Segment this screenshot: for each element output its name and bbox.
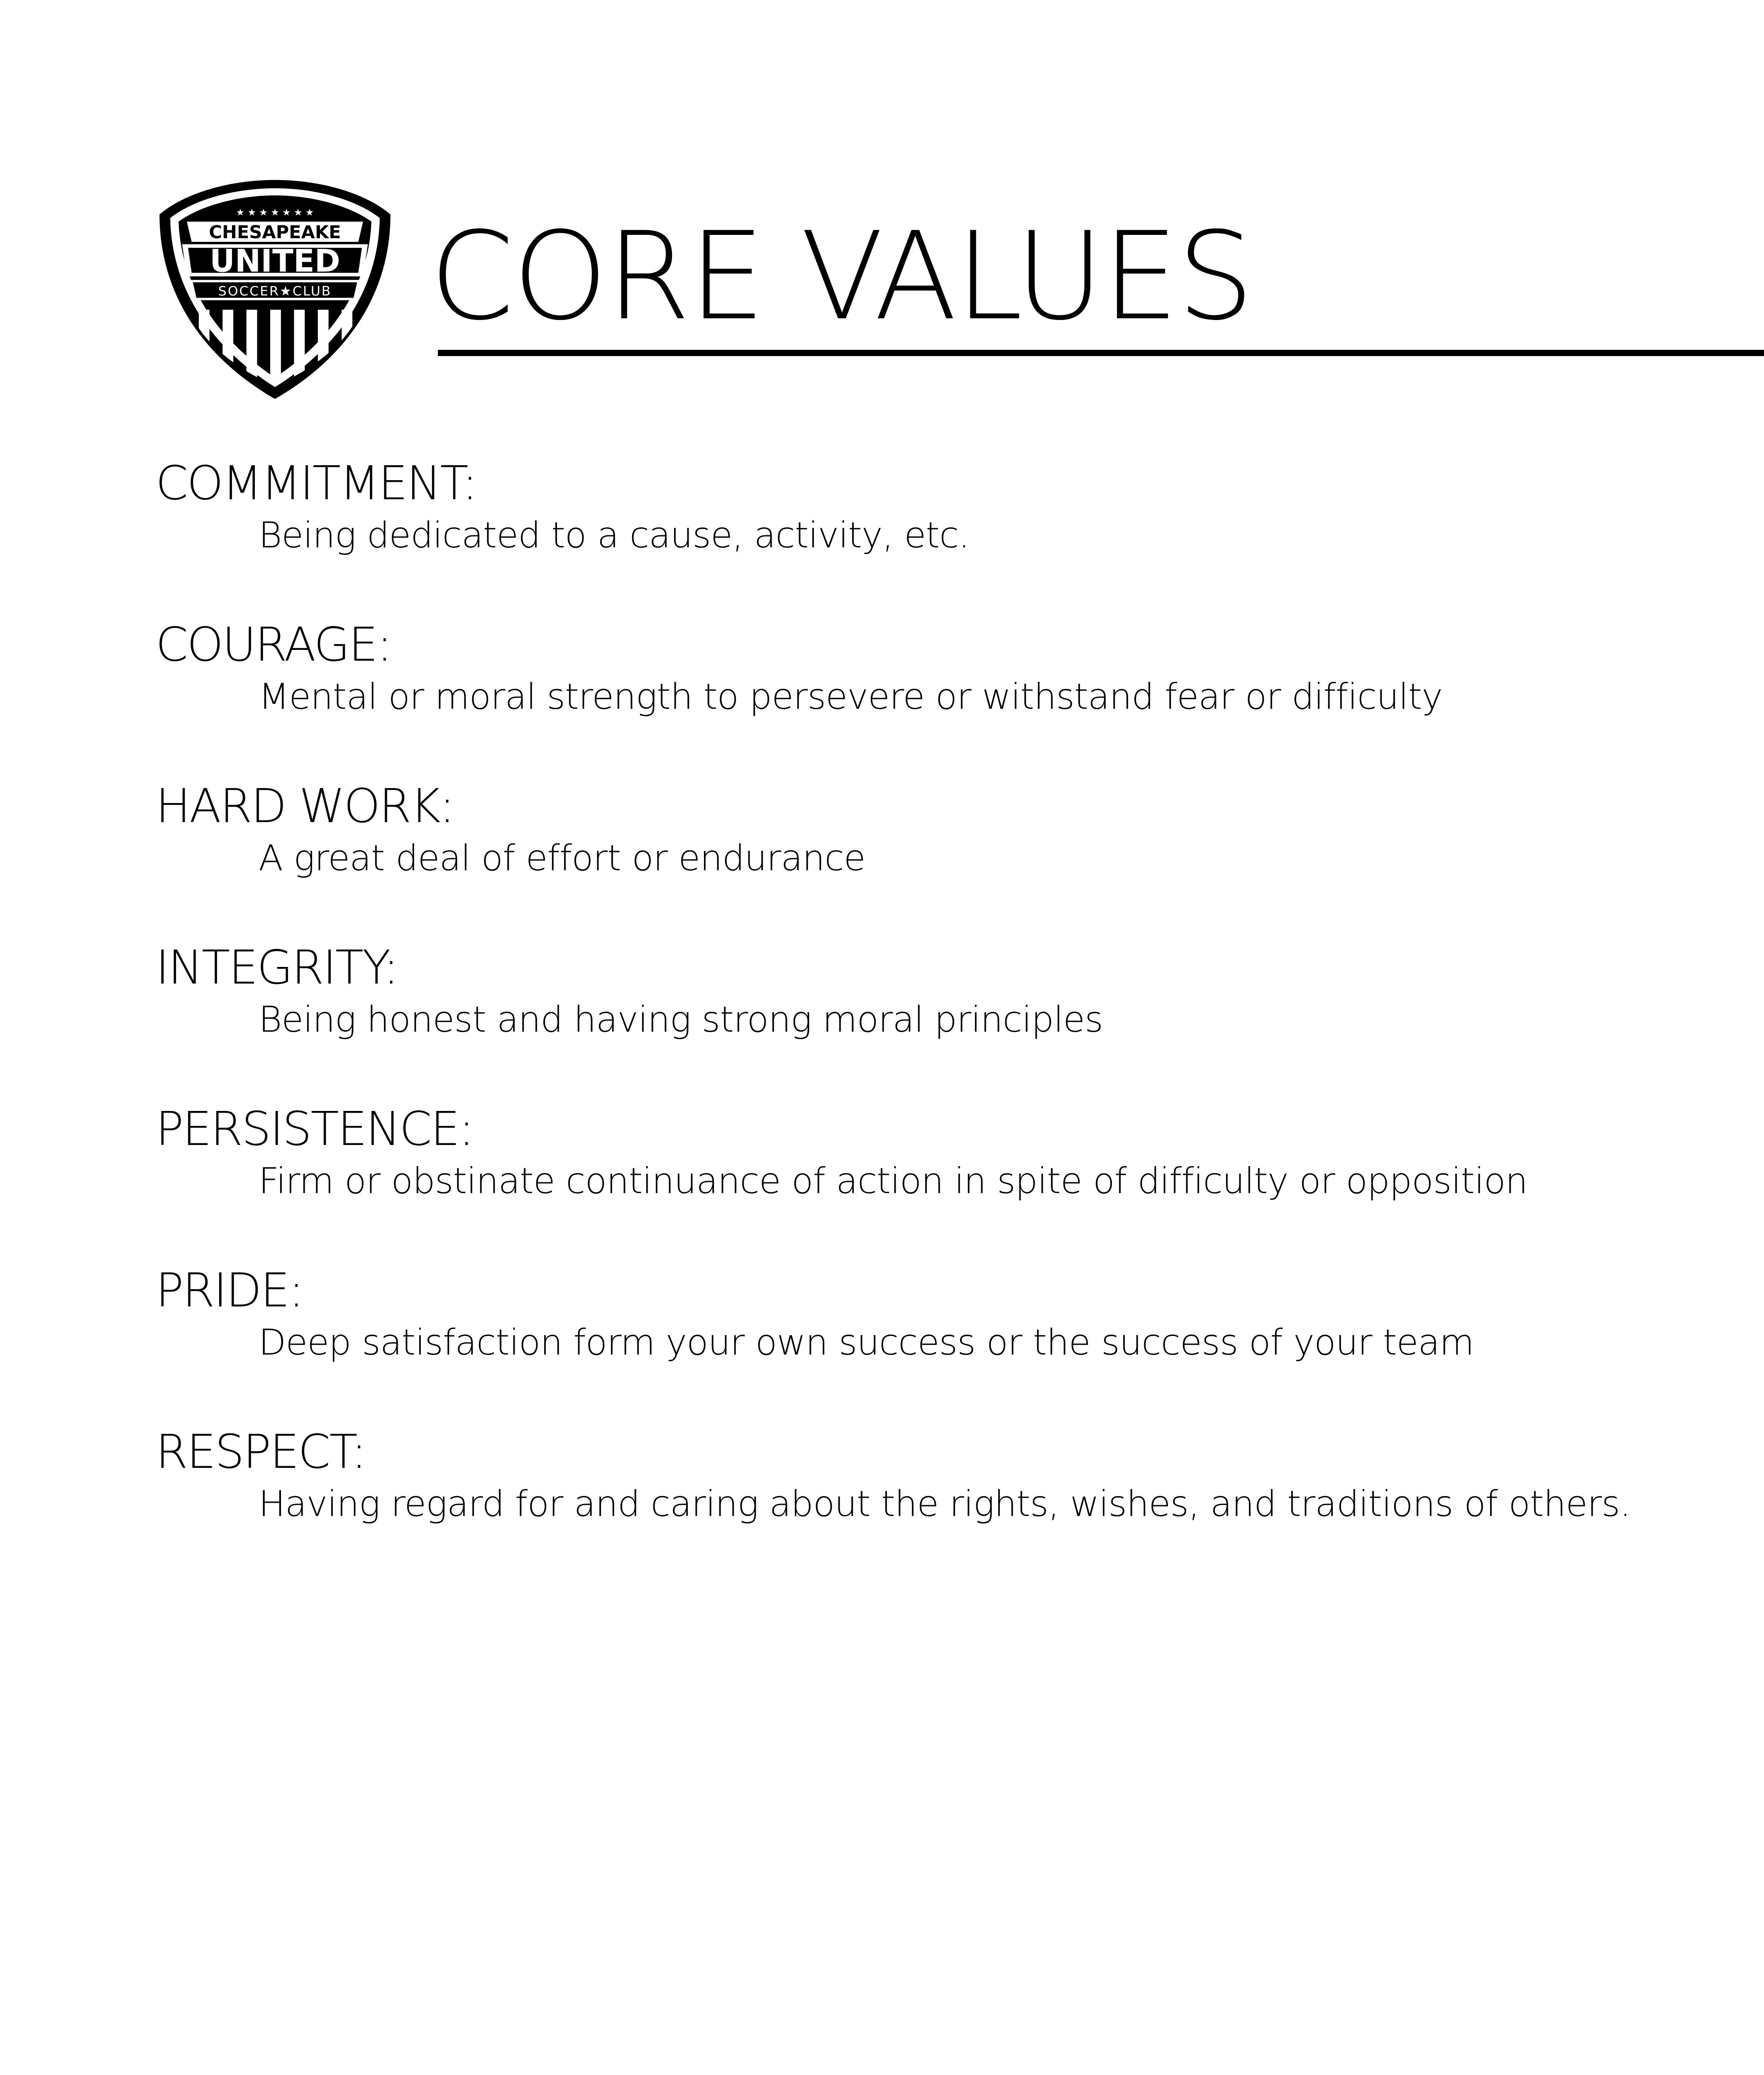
- logo-name-main: UNITED: [210, 243, 340, 279]
- value-term: PERSISTENCE:: [156, 1102, 474, 1156]
- value-definition: Having regard for and caring about the rights, wishes, and traditions of others.: [259, 1483, 1631, 1525]
- value-term: COMMITMENT:: [156, 456, 477, 510]
- value-term: COURAGE:: [156, 618, 391, 672]
- value-item-integrity: [156, 939, 1733, 1100]
- logo-name-bottom: SOCCER★CLUB: [218, 283, 332, 299]
- logo-name-top: CHESAPEAKE: [209, 222, 341, 243]
- value-term: INTEGRITY:: [156, 941, 398, 995]
- page-title: CORE VALUES: [430, 206, 1253, 347]
- value-definition: Being honest and having strong moral principles: [259, 999, 1103, 1040]
- shield-crest-icon: [156, 176, 394, 403]
- value-term: RESPECT:: [156, 1425, 366, 1479]
- value-definition: Being dedicated to a cause, activity, etc.: [259, 515, 970, 556]
- logo-stars: ★ ★ ★ ★ ★ ★ ★: [236, 207, 314, 218]
- value-item-hard-work: [156, 777, 1733, 939]
- title-underline: [438, 350, 1764, 356]
- value-item-pride: [156, 1262, 1733, 1423]
- value-definition: Mental or moral strength to persevere or withstand fear or difficulty: [259, 676, 1443, 718]
- club-logo: [156, 176, 394, 403]
- value-term: PRIDE:: [156, 1264, 303, 1318]
- value-definition: A great deal of effort or endurance: [259, 837, 865, 879]
- value-item-commitment: [156, 454, 1733, 616]
- value-definition: Firm or obstinate continuance of action in spite of difficulty or opposition: [259, 1160, 1528, 1202]
- value-item-courage: [156, 616, 1733, 777]
- value-term: HARD WORK:: [156, 779, 454, 833]
- value-definition: Deep satisfaction form your own success or the success of your team: [259, 1322, 1474, 1363]
- core-values-list: [156, 454, 1733, 1584]
- value-item-persistence: [156, 1100, 1733, 1262]
- value-item-respect: [156, 1423, 1733, 1584]
